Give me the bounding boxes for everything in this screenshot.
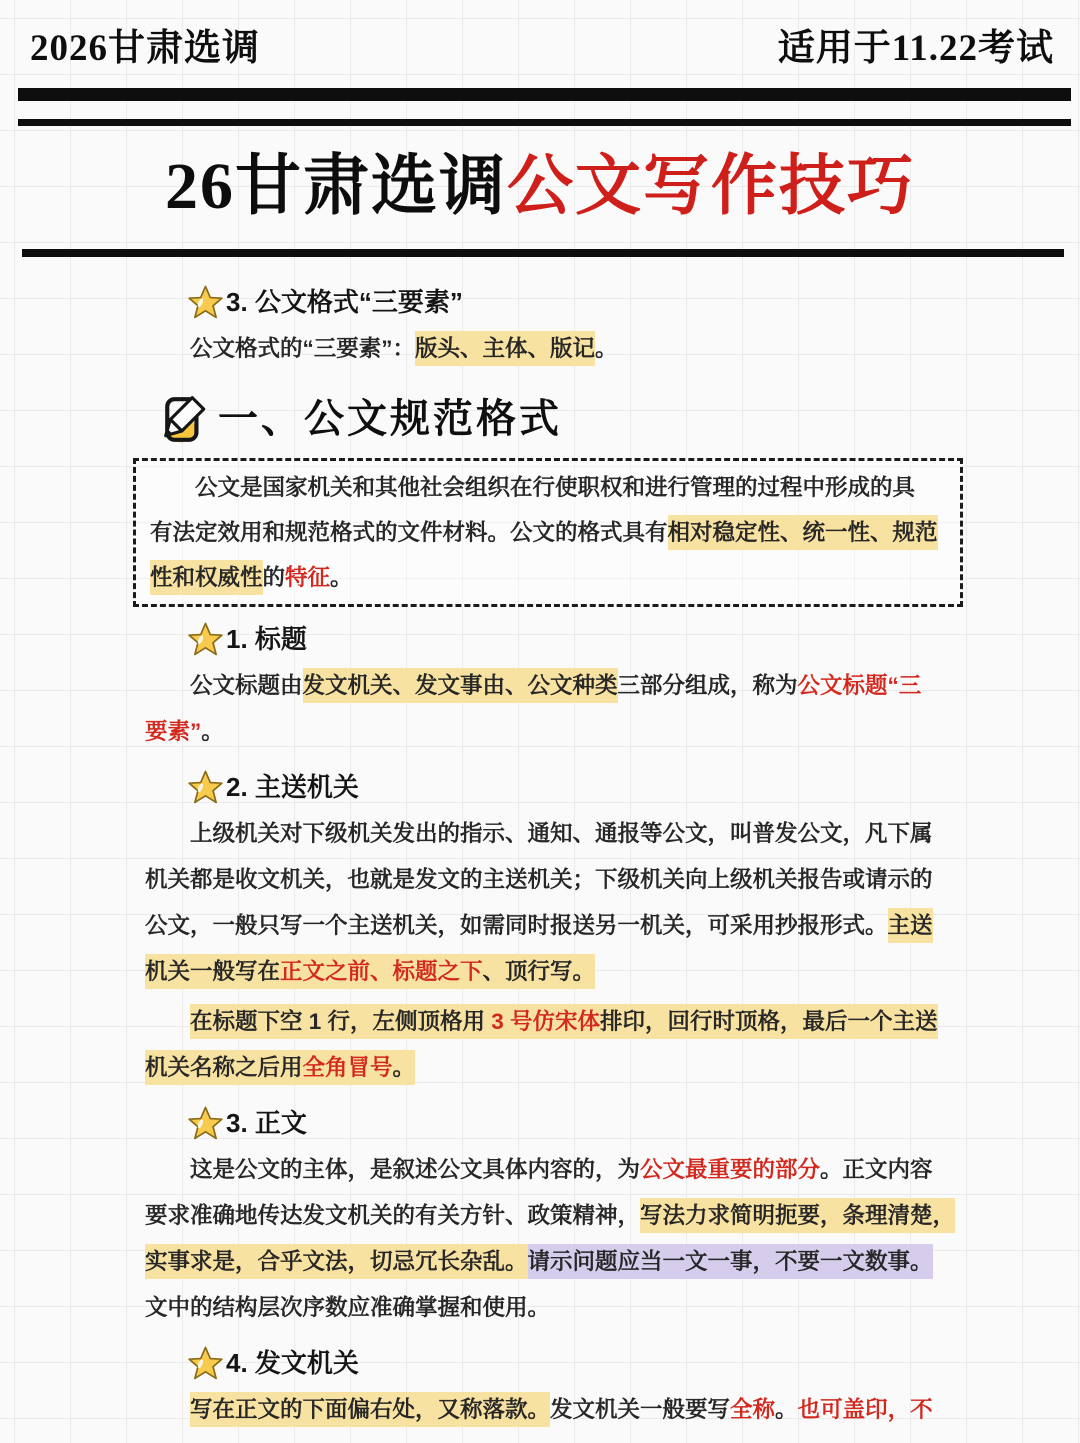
star-icon xyxy=(187,1345,224,1382)
emphasis-run: 要素” xyxy=(145,719,202,744)
section-heading xyxy=(187,1343,955,1383)
emphasis-run: 机关名称之后用 xyxy=(145,1050,303,1085)
emphasis-run: 、顶行写。 xyxy=(483,954,596,989)
heading-label: 3. 公文格式“三要素” xyxy=(226,287,463,317)
text-run: 发文机关一般要写 xyxy=(550,1397,731,1422)
emphasis-run: 也可盖印，不 xyxy=(797,1397,933,1422)
text-line xyxy=(145,949,955,995)
emphasis-run: 全角冒号 xyxy=(303,1050,393,1085)
emphasis-run: 。 xyxy=(393,1050,416,1085)
section-heading xyxy=(187,767,955,807)
paragraph xyxy=(145,999,955,1091)
emphasis-run: 主送 xyxy=(888,908,933,943)
text-run: 要求准确地传达发文机关的有关方针、政策精神， xyxy=(145,1203,641,1228)
text-run: 公文是国家机关和其他社会组织在行使职权和进行管理的过程中形成的具 xyxy=(195,475,916,500)
page-title xyxy=(0,138,1080,236)
text-line xyxy=(145,811,955,857)
text-line xyxy=(145,999,955,1045)
star-icon xyxy=(187,621,224,658)
heading-label: 1. 标题 xyxy=(226,624,307,654)
text-run: 有法定效用和规范格式的文件材料。公文的格式具有 xyxy=(150,520,668,545)
text-line xyxy=(145,903,955,949)
text-run: 三部分组成，称为 xyxy=(617,673,798,698)
text-line xyxy=(145,1239,955,1285)
text-line xyxy=(145,1193,955,1239)
emphasis-run: 相对稳定性、统一性、规范 xyxy=(668,515,938,550)
paragraph xyxy=(145,811,955,995)
header-left-label: 2026甘肃选调 xyxy=(30,28,260,69)
text-run: 这是公文的主体，是叙述公文具体内容的，为 xyxy=(190,1157,641,1182)
emphasis-run: 正文之前、标题之下 xyxy=(280,954,483,989)
text-line xyxy=(150,555,950,600)
text-line xyxy=(145,326,955,372)
paragraph xyxy=(145,663,955,755)
text-run: 的 xyxy=(262,565,286,590)
heading-label: 3. 正文 xyxy=(226,1108,307,1138)
star-icon xyxy=(187,769,224,806)
emphasis-run: 排印，回行时顶格，最后一个主送 xyxy=(600,1004,938,1039)
heading-label: 一、公文规范格式 xyxy=(218,397,562,441)
header-right-label: 适用于11.22考试 xyxy=(777,28,1054,69)
definition-box xyxy=(133,458,963,607)
text-run: 公文标题由 xyxy=(190,673,303,698)
text-run: 上级机关对下级机关发出的指示、通知、通报等公文，叫普发公文，凡下属 xyxy=(190,821,933,846)
section-heading xyxy=(187,1103,955,1143)
text-line xyxy=(145,709,955,755)
text-run: 公文，一般只写一个主送机关，如需同时报送另一机关，可采用抄报形式。 xyxy=(145,913,888,938)
emphasis-run: 特征 xyxy=(285,565,331,590)
divider-bar-thick xyxy=(18,88,1071,101)
heading-label: 2. 主送机关 xyxy=(226,772,359,802)
emphasis-run: 公文最重要的部分 xyxy=(640,1157,821,1182)
emphasis-run: 全称 xyxy=(730,1397,776,1422)
text-run: 。 xyxy=(595,336,618,361)
paragraph xyxy=(145,326,955,372)
text-line xyxy=(145,857,955,903)
text-line xyxy=(145,1147,955,1193)
text-run: 。 xyxy=(775,1397,798,1422)
text-line xyxy=(145,1387,955,1433)
text-run: 文中的结构层次序数应准确掌握和使用。 xyxy=(145,1295,551,1320)
emphasis-run: 写在正文的下面偏右处，又称落款。 xyxy=(190,1392,550,1427)
chapter-heading xyxy=(161,392,955,446)
emphasis-run: 3 号仿宋体 xyxy=(491,1004,600,1039)
emphasis-run: 机关一般写在 xyxy=(145,954,280,989)
section-heading xyxy=(187,282,955,322)
text-run: 机关都是收文机关，也就是发文的主送机关；下级机关向上级机关报告或请示的 xyxy=(145,867,933,892)
emphasis-run: 发文机关、发文事由、公文种类 xyxy=(303,668,618,703)
content xyxy=(145,270,955,1433)
emphasis-run: 版头、主体、版记 xyxy=(415,331,595,366)
divider-bar-thin xyxy=(18,119,1071,126)
star-icon xyxy=(187,284,224,321)
text-run: 。正文内容 xyxy=(820,1157,933,1182)
text-line xyxy=(145,663,955,709)
page-title-red: 公文写作技巧 xyxy=(507,150,915,223)
emphasis-run: 请示问题应当一文一事，不要一文数事。 xyxy=(528,1244,933,1279)
text-line xyxy=(145,1045,955,1091)
text-run: 。 xyxy=(330,565,353,590)
section-heading xyxy=(187,619,955,659)
text-line xyxy=(150,510,950,555)
emphasis-run: 写法力求简明扼要，条理清楚， xyxy=(640,1198,955,1233)
text-run: 公文格式的“三要素”： xyxy=(190,336,416,361)
emphasis-run: 公文标题“三 xyxy=(797,673,922,698)
emphasis-run: 在标题下空 1 行，左侧顶格用 xyxy=(190,1004,491,1039)
text-line xyxy=(150,465,950,510)
page-title-black: 26甘肃选调 xyxy=(165,150,507,223)
paragraph xyxy=(145,1387,955,1433)
divider-bar-under-title xyxy=(22,249,1064,257)
star-icon xyxy=(187,1105,224,1142)
text-line xyxy=(145,1285,955,1331)
text-run: 。 xyxy=(201,719,224,744)
paragraph xyxy=(145,1147,955,1331)
heading-label: 4. 发文机关 xyxy=(226,1348,359,1378)
memo-pencil-icon xyxy=(161,393,211,445)
emphasis-run: 实事求是，合乎文法，切忌冗长杂乱。 xyxy=(145,1244,528,1279)
emphasis-run: 性和权威性 xyxy=(150,560,263,595)
